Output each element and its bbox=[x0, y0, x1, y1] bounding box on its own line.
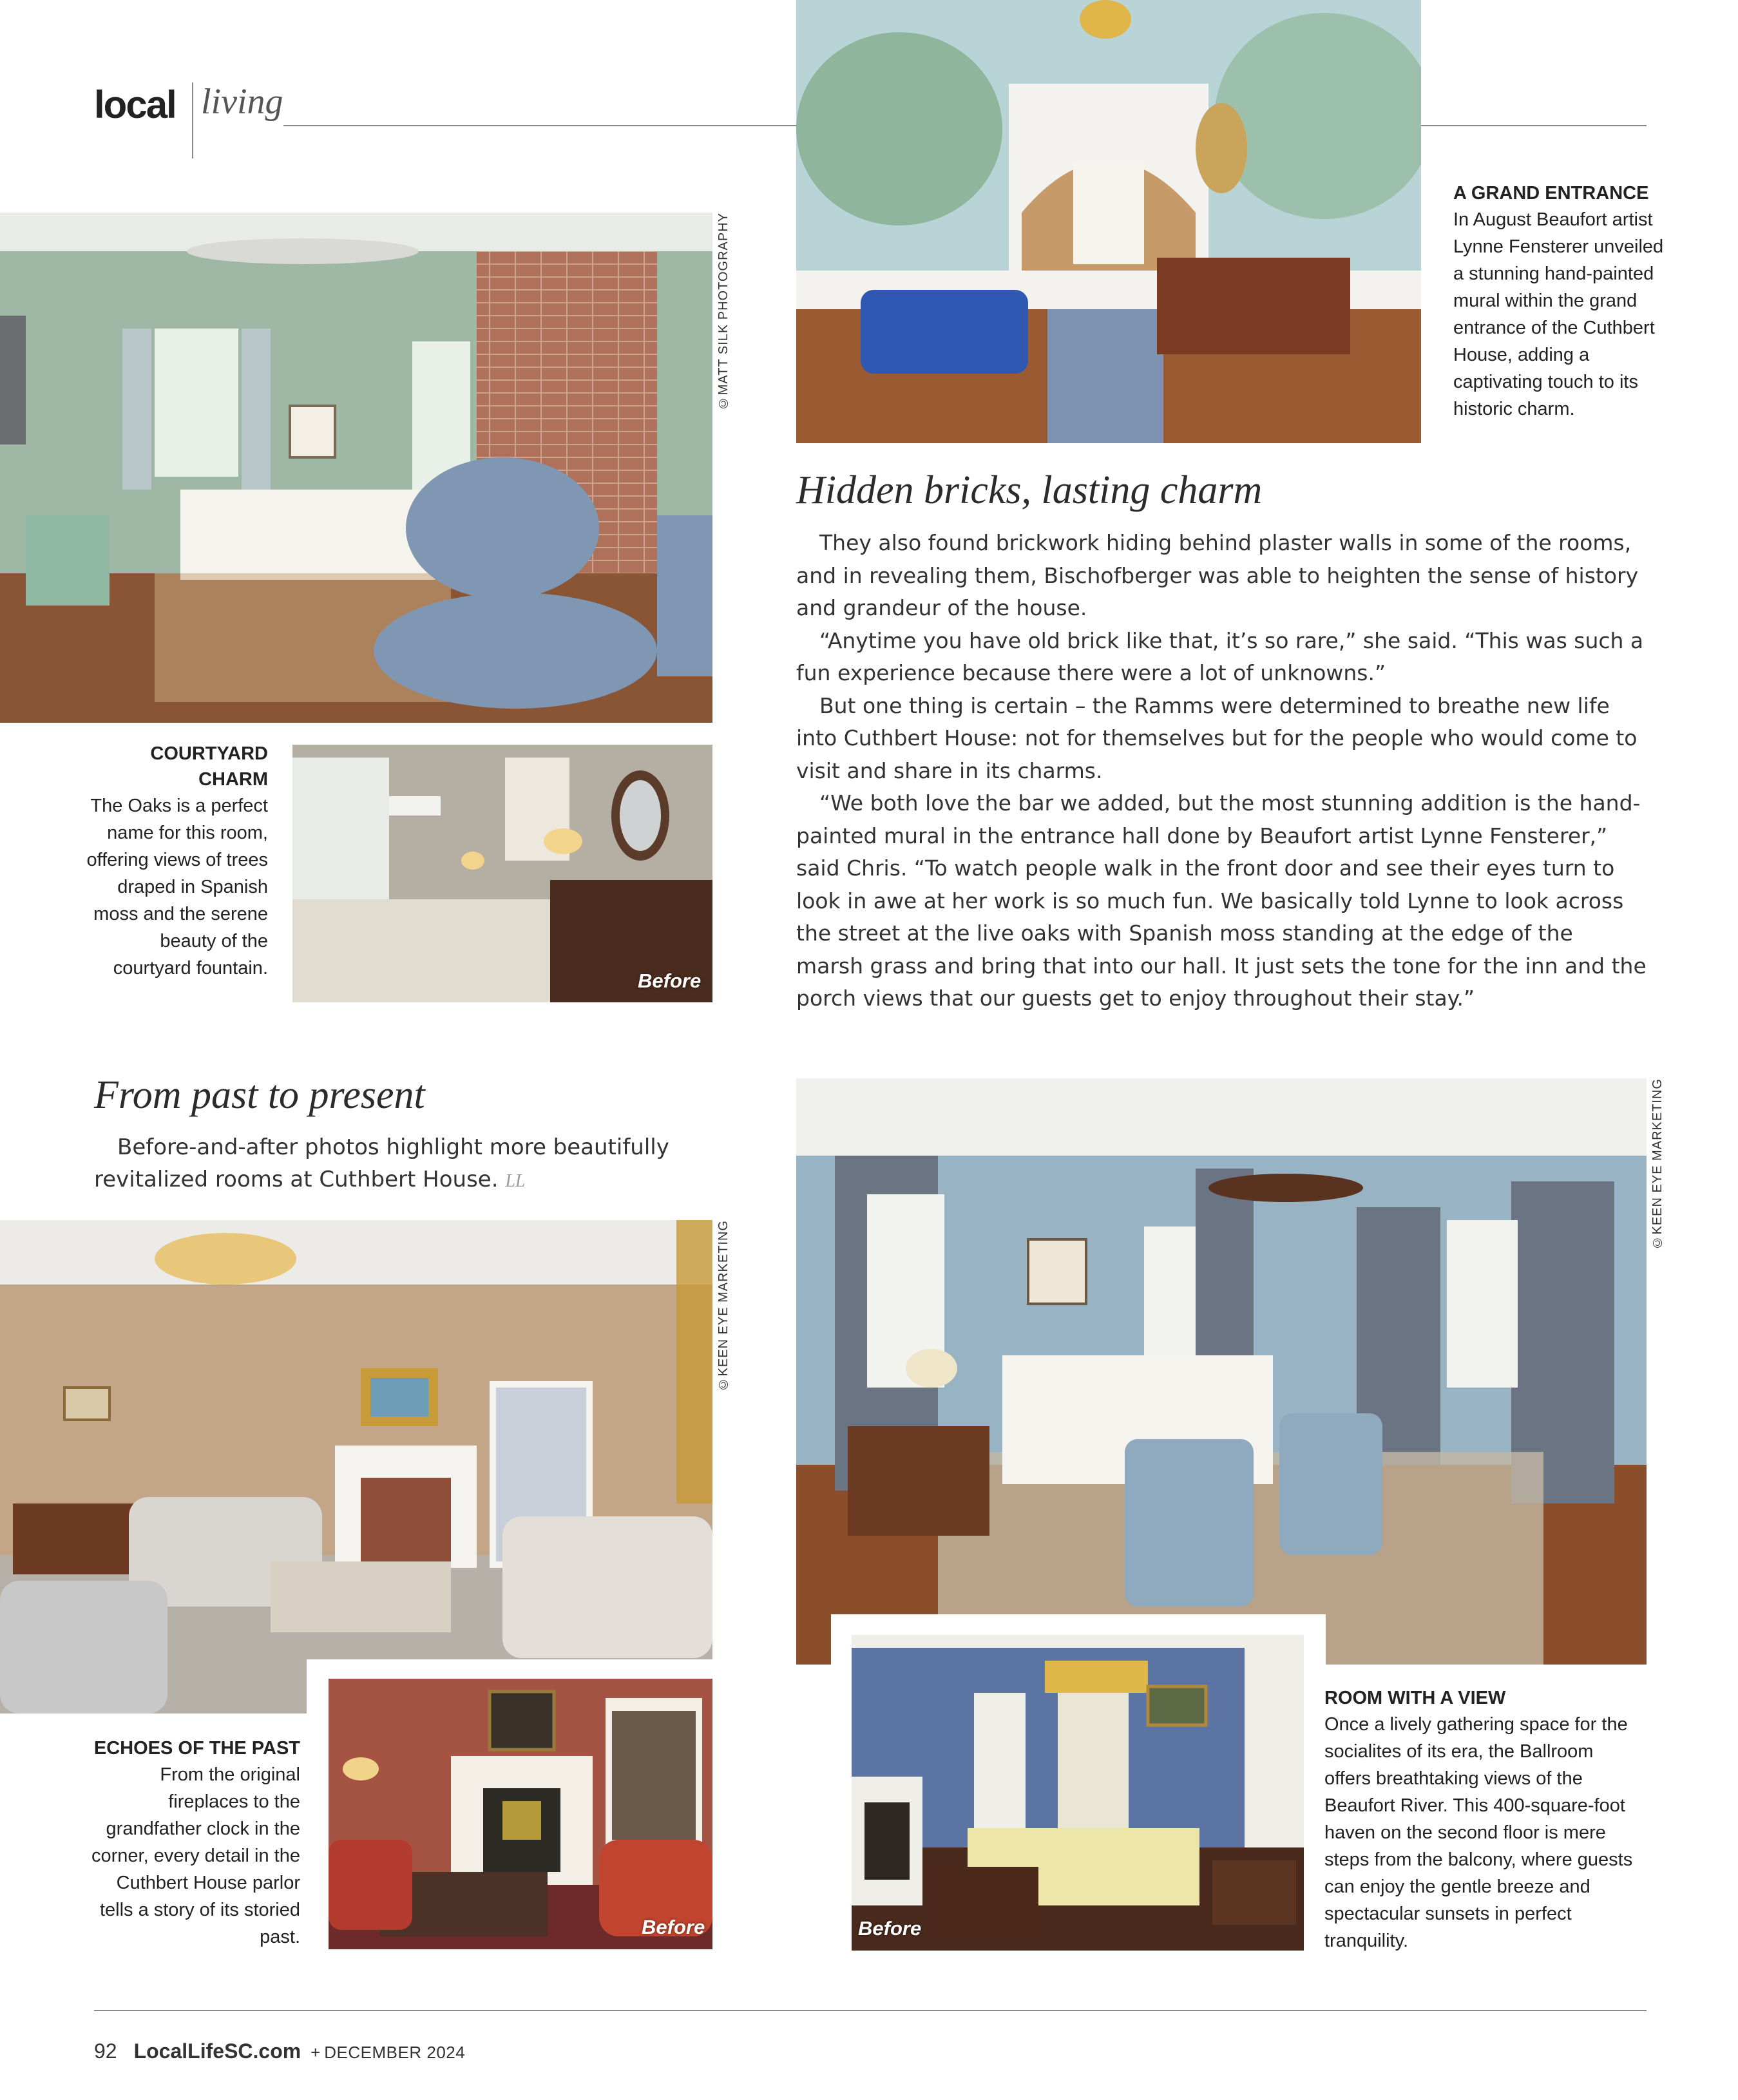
courtyard-caption bbox=[84, 741, 268, 982]
footer-site: LocalLifeSC.com bbox=[133, 2039, 301, 2063]
grand-entrance-title: A GRAND ENTRANCE bbox=[1453, 183, 1649, 204]
grand-entrance-photo bbox=[796, 0, 1421, 443]
header-brand: local bbox=[94, 83, 176, 126]
footer-rule bbox=[94, 2010, 1647, 2011]
ballroom-photo bbox=[796, 1078, 1647, 1665]
echoes-caption bbox=[84, 1735, 300, 1951]
credit-keen-eye-top: ©KEEN EYE MARKETING bbox=[1650, 1078, 1665, 1250]
article-paragraph: “Anytime you have old brick like that, it’s so rare,” she said. “This was such a fun experience because there were a lot of unknowns.” bbox=[796, 627, 1644, 685]
echoes-title: ECHOES OF THE PAST bbox=[93, 1738, 300, 1759]
header-divider bbox=[192, 82, 193, 158]
courtyard-body: The Oaks is a perfect name for this room, offering views of trees draped in Spanish moss and the serene beauty of the courtyard fountain. bbox=[86, 796, 268, 978]
page-number: 92 bbox=[94, 2039, 117, 2063]
credit-matt-silk: ©MATT SILK PHOTOGRAPHY bbox=[716, 213, 731, 410]
header-section: living bbox=[201, 82, 283, 122]
past-present-signoff: LL bbox=[505, 1171, 526, 1191]
header-rule-left bbox=[283, 125, 797, 126]
oaks-before-photo bbox=[292, 745, 712, 1002]
grand-entrance-caption bbox=[1453, 180, 1666, 423]
room-view-body: Once a lively gathering space for the socialites of its era, the Ballroom offers breathtaking views of the Beaufort River. This 400-square-foot haven on the second floor is mere steps from the balcony, where guests can enjoy the gentle breeze and spectacular sunsets in perfect tranquility. bbox=[1324, 1714, 1633, 1951]
footer-issue: DECEMBER 2024 bbox=[324, 2043, 466, 2062]
before-label-ballroom: Before bbox=[858, 1917, 922, 1940]
article-body bbox=[796, 527, 1647, 1015]
before-label-oaks: Before bbox=[638, 969, 702, 992]
article-paragraph: “We both love the bar we added, but the most stunning addition is the hand-painted mural in the entrance hall done by Beaufort artist Lynne Fensterer,” said Chris. “To watch people walk in the front door and see their eyes turn to look in awe at her work is so much fun. We basically told Lynne to look across the street at the live oaks with Spanish moss standing at the edge of the marsh grass and bring that into our hall. It just sets the tone for the inn and the porch views that our guests get to enjoy throughout their stay.” bbox=[796, 790, 1647, 1011]
room-view-caption bbox=[1324, 1685, 1634, 1954]
article-heading: Hidden bricks, lasting charm bbox=[796, 468, 1263, 512]
parlor-before-photo bbox=[329, 1679, 712, 1949]
oaks-room-photo bbox=[0, 213, 712, 723]
courtyard-title: COURTYARD CHARM bbox=[150, 743, 268, 790]
grand-entrance-body: In August Beaufort artist Lynne Fensterer unveiled a stunning hand-painted mural within the grand entrance of the Cuthbert House, adding a captivating touch to its historic charm. bbox=[1453, 209, 1664, 419]
before-label-parlor: Before bbox=[642, 1916, 705, 1938]
past-present-heading: From past to present bbox=[94, 1073, 425, 1117]
past-present-body bbox=[94, 1131, 700, 1198]
past-present-text bbox=[94, 1131, 700, 1198]
room-view-title: ROOM WITH A VIEW bbox=[1324, 1688, 1506, 1708]
header-rule-right bbox=[1421, 125, 1647, 126]
ballroom-before-photo bbox=[852, 1635, 1304, 1951]
credit-keen-eye-left: ©KEEN EYE MARKETING bbox=[716, 1220, 731, 1391]
article-paragraph: But one thing is certain – the Ramms were determined to breathe new life into Cuthbert House: not for themselves but for the people who would come to visit and share in its charms. bbox=[796, 692, 1638, 783]
parlor-photo bbox=[0, 1220, 712, 1713]
echoes-body: From the original fireplaces to the grandfather clock in the corner, every detail in the Cuthbert House parlor tells a story of its storied past. bbox=[91, 1764, 300, 1947]
footer-separator: + bbox=[310, 2043, 321, 2062]
article-paragraph: They also found brickwork hiding behind plaster walls in some of the rooms, and in revealing them, Bischofberger was able to heighten the sense of history and grandeur of the house. bbox=[796, 530, 1639, 620]
footer bbox=[94, 2039, 465, 2063]
past-present-body-text: Before-and-after photos highlight more beautifully revitalized rooms at Cuthbert House. bbox=[94, 1134, 669, 1192]
